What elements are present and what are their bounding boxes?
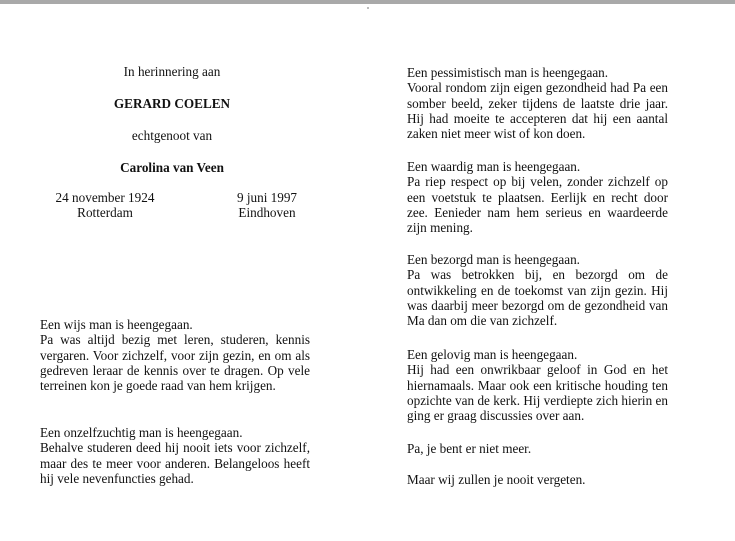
closing-line-2: Maar wij zullen je nooit vergeten.: [407, 472, 586, 487]
section-text: Pa was altijd bezig met leren, studeren, kennis vergaren. Voor zichzelf, voor zijn gezin, en om als gedreven leraar de kennis over te dragen. Op vele terreinen kon je goede raad van hem krijgen.: [40, 332, 310, 394]
section-heading: Een wijs man is heengegaan.: [40, 317, 193, 332]
section-heading: Een bezorgd man is heengegaan.: [407, 252, 580, 267]
section-text: Vooral rondom zijn eigen gezondheid had Pa een somber beeld, zeker tijdens de laatste drie jaar. Hij had moeite te accepteren dat hij een aantal zaken niet meer wist of kon doen.: [407, 80, 668, 142]
relation-line: echtgenoot van: [131, 128, 213, 143]
section-heading: Een waardig man is heengegaan.: [407, 159, 581, 174]
death-info: [212, 190, 322, 221]
death-place: Eindhoven: [238, 205, 296, 221]
section-dignified: [407, 159, 668, 235]
section-pessimistic: [407, 65, 668, 141]
section-selfless: [40, 425, 310, 486]
section-heading: Een gelovig man is heengegaan.: [407, 347, 578, 362]
section-text: Hij had een onwrikbaar geloof in God en het hiernamaals. Maar ook een kritische houding ten opzichte van de kerk. Hij verdiepte zich hierin en ging er graag discussies over aan.: [407, 362, 668, 424]
intro-line: In herinnering aan: [123, 64, 221, 79]
section-concerned: [407, 252, 668, 328]
section-heading: Een onzelfzuchtig man is heengegaan.: [40, 425, 243, 440]
deceased-name: GERARD COELEN: [113, 96, 231, 111]
death-date: 9 juni 1997: [236, 190, 298, 205]
section-faithful: [407, 347, 668, 423]
closing-line-1: Pa, je bent er niet meer.: [407, 441, 532, 456]
section-text: Pa riep respect op bij velen, zonder zichzelf op een voetstuk te plaatsen. Eerlijk en recht door zee. Eenieder nam hem serieus en waardeerde zijn mening.: [407, 174, 668, 236]
birth-info: [40, 190, 170, 221]
section-text: Pa was betrokken bij, en bezorgd om de ontwikkeling en de toekomst van zijn gezin. Hij was daarbij meer bezorgd om de gezondheid van Ma dan om die van zichzelf.: [407, 267, 668, 329]
right-page: [367, 0, 735, 541]
birth-place: Rotterdam: [77, 205, 133, 221]
left-page: [0, 0, 367, 541]
section-text: Behalve studeren deed hij nooit iets voor zichzelf, maar des te meer voor anderen. Belangeloos heeft hij vele nevenfuncties gehad.: [40, 440, 310, 486]
section-heading: Een pessimistisch man is heengegaan.: [407, 65, 609, 80]
section-wise: [40, 317, 310, 393]
birth-date: 24 november 1924: [55, 190, 155, 205]
spouse-name: Carolina van Veen: [120, 160, 224, 175]
